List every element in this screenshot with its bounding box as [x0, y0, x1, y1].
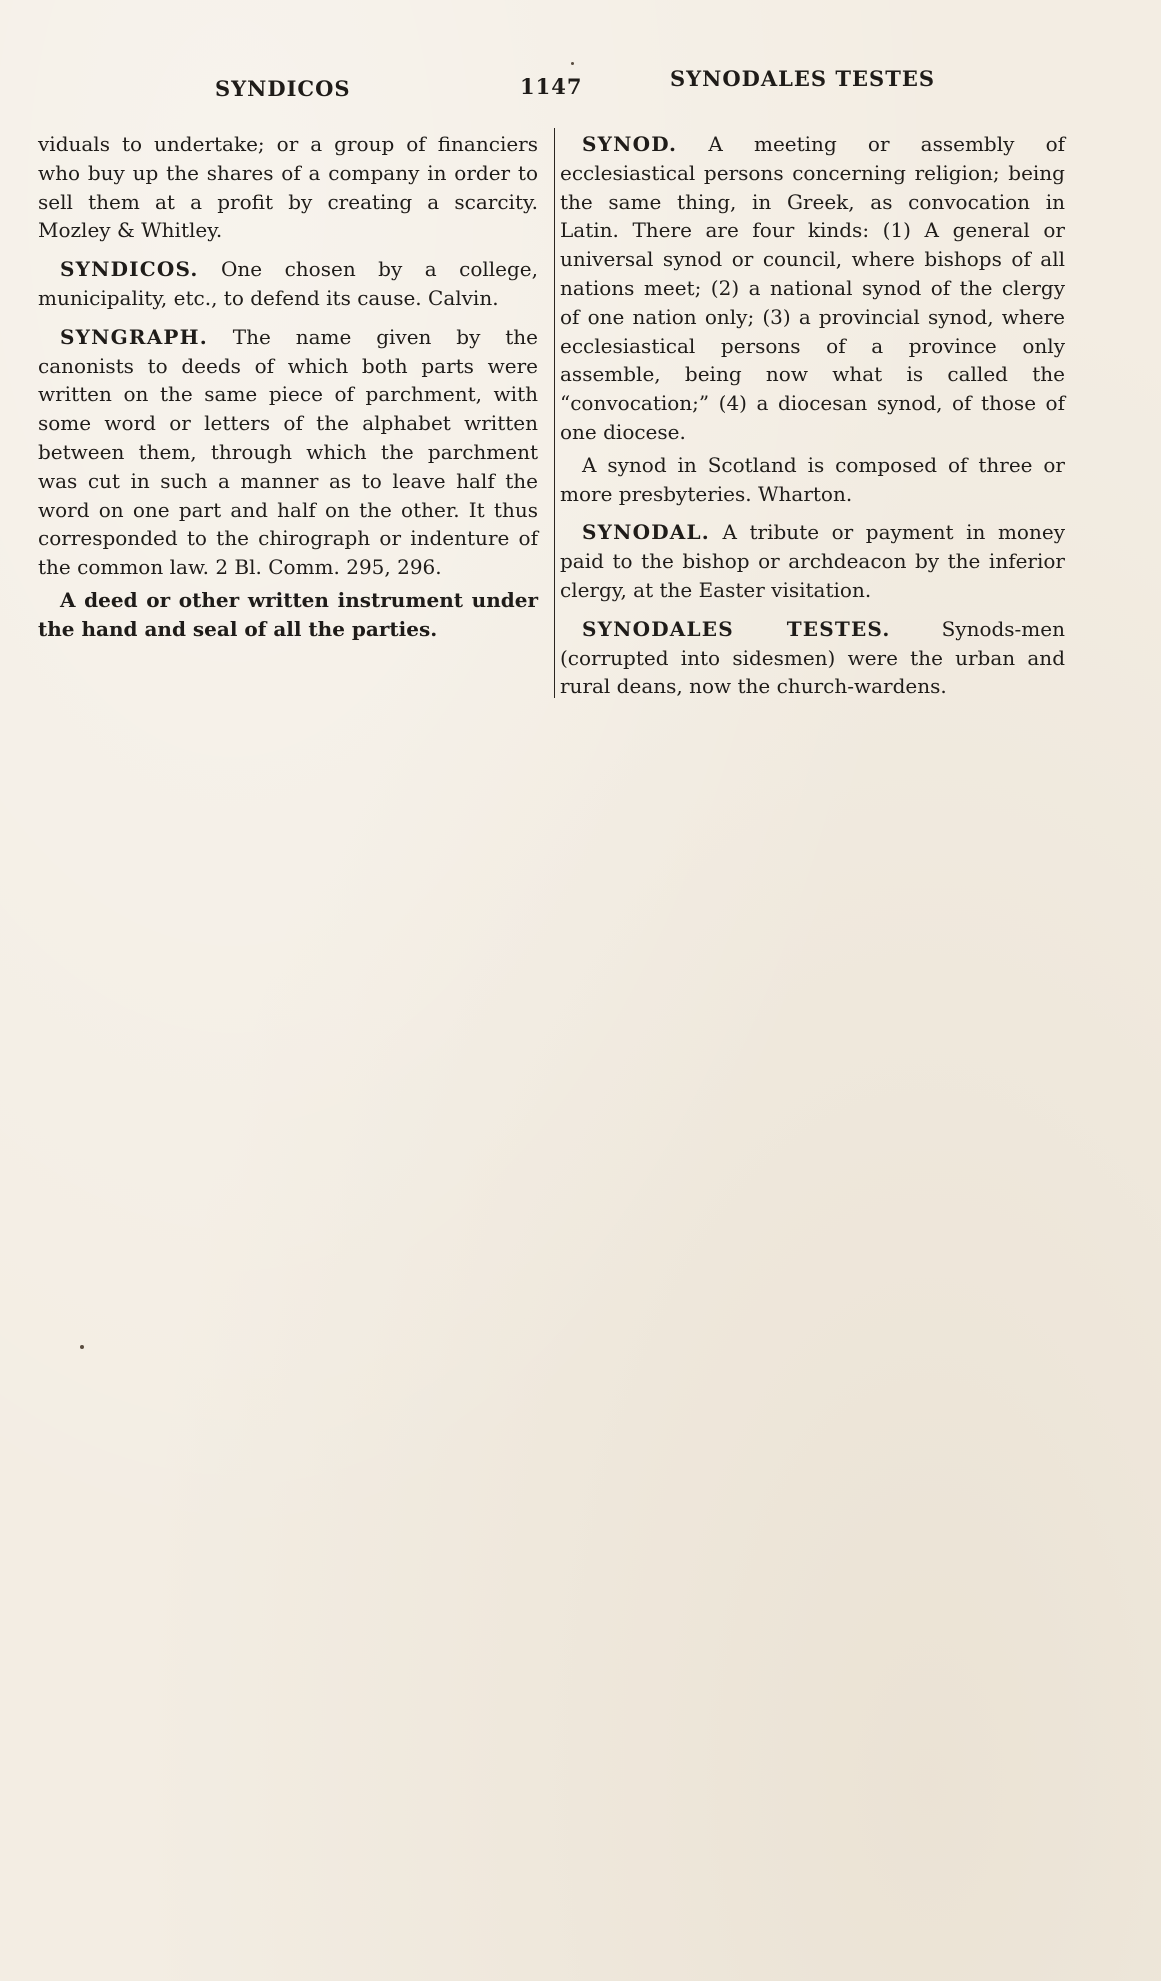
entry-headword: SYNODALES TESTES. — [582, 616, 891, 641]
right-column — [560, 130, 1065, 711]
entry-definition: A tribute or payment in money paid to the bishop or archdeacon by the inferior clergy, at the Easter visitation. — [560, 520, 1065, 602]
entry-definition: A meeting or assembly of ecclesiastical persons concerning religion; being the same thing, in Greek, as convocation in Latin. There are four kinds: (1) A general or universal synod or council, where bishops of all nations meet; (2) a national synod of the clergy of one nation only; (3) a provincial synod, where ecclesiastical persons of a province only assemble, being now what is called the “convocation;” (4) a diocesan synod, of those of one diocese. — [560, 132, 1066, 444]
left-column — [38, 130, 538, 654]
entry-syndicos — [38, 255, 538, 313]
paper-speck — [80, 1345, 84, 1349]
column-divider — [554, 128, 555, 698]
entry-definition: One chosen by a college, municipality, etc., to defend its cause. Calvin. — [38, 257, 538, 310]
entry-syngraph-second-sense: A deed or other written instrument under the hand and seal of all the parties. — [38, 587, 538, 641]
entry-synodal — [560, 518, 1065, 604]
entry-syngraph — [38, 323, 538, 582]
entry-headword: SYNODAL. — [582, 520, 710, 545]
entry-headword: SYNOD. — [582, 132, 678, 156]
entry-synod — [560, 130, 1065, 447]
entry-synod-scotland-note: A synod in Scotland is composed of three or more presbyteries. Wharton. — [560, 452, 1065, 506]
entry-definition: The name given by the canonists to deeds of which both parts were written on the same piece of parchment, with some word or letters of the alphabet written between them, through which the parchment was cut in such a manner as to leave half the word on one part and half on the other. It thus corresponded to the chirograph or indenture of the common law. 2 Bl. Comm. 295, 296. — [38, 324, 538, 580]
page-number: 1147 — [520, 74, 583, 99]
running-head — [0, 66, 1161, 106]
entry-headword: SYNDICOS. — [60, 257, 199, 282]
paper-speck — [571, 62, 574, 65]
right-guide-word: SYNODALES TESTES — [670, 66, 935, 91]
continued-entry-text: viduals to undertake; or a group of financiers who buy up the shares of a company in order to sell them at a profit by creating a scarcity. Mozley & Whitley. — [38, 132, 538, 243]
entry-synodales-testes — [560, 615, 1065, 701]
entry-headword: SYNGRAPH. — [60, 324, 208, 349]
left-guide-word: SYNDICOS — [215, 76, 351, 101]
entry-definition: Synods-men (corrupted into sidesmen) were the urban and rural deans, now the church-wardens. — [560, 616, 1065, 699]
